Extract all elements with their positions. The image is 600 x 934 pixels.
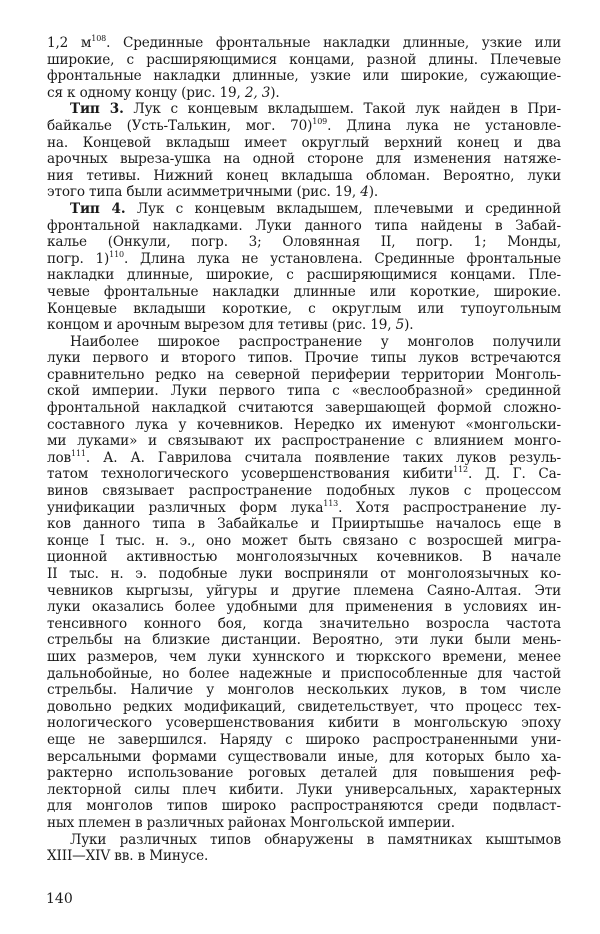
page-number: 140 <box>46 891 73 907</box>
text-line <box>47 433 561 450</box>
text-span: 1,2 м <box>47 35 92 51</box>
text-span: погр. 1) <box>47 250 110 267</box>
text-line <box>47 682 561 699</box>
paragraph <box>47 35 561 101</box>
text-span: ся к одному концу (рис. 19, <box>47 84 245 101</box>
text-line <box>47 135 561 152</box>
text-span: Концевые вкладыши короткие, с округлым или тупоугольным <box>47 300 561 317</box>
text-line <box>47 583 561 600</box>
text-line <box>47 218 561 235</box>
text-line <box>47 715 561 732</box>
page-body-text <box>47 35 561 865</box>
text-span: составного лука у кочевников. Нередко их именуют «монгольски- <box>47 416 561 433</box>
text-line <box>47 533 561 550</box>
text-line <box>47 666 561 683</box>
text-span: фронтальной накладкой считаются завершающей формой сложно- <box>47 400 561 417</box>
text-span: . Хотя распространение лу- <box>338 499 561 516</box>
text-span: ). <box>404 317 414 334</box>
text-line <box>47 699 561 716</box>
text-line <box>47 52 561 69</box>
text-span: лов <box>47 449 72 466</box>
text-span: этого типа были асимметричными (рис. 19, <box>47 184 361 201</box>
footnote-ref: 109 <box>312 116 328 126</box>
text-span: Лук с концевым вкладышем. Такой лук найден в При- <box>123 101 561 118</box>
text-span: ных племен в различных районах Монгольской империи. <box>47 814 455 831</box>
text-line <box>47 367 561 384</box>
text-line <box>47 815 561 832</box>
paragraph <box>47 334 561 832</box>
text-span: для монголов типов широко распространяются среди подвласт- <box>47 798 561 815</box>
text-span: калье (Онкули, погр. 3; Оловянная II, погр. 1; Монды, <box>47 234 561 251</box>
text-line <box>47 516 561 533</box>
text-span: ния тетивы. Нижний конец вкладыша обломан. Вероятно, луки <box>47 167 561 184</box>
text-line <box>47 35 561 52</box>
text-span: . Длина лука не установле- <box>327 117 561 134</box>
figure-ref: 2, 3 <box>244 84 271 101</box>
text-span: . Д. Г. Са- <box>467 466 561 483</box>
text-line <box>47 334 561 351</box>
text-line <box>47 383 561 400</box>
text-line <box>47 782 561 799</box>
text-span: фронтальные накладки длинные, узкие или широкие, сужающие- <box>47 68 561 85</box>
text-span: рактерно использование роговых деталей для повышения реф- <box>47 765 561 782</box>
text-line <box>47 201 561 218</box>
text-span: II тыс. н. э. подобные луки восприняли от монголоязычных ко- <box>47 566 561 582</box>
figure-ref: 4 <box>360 184 369 201</box>
text-line <box>47 234 561 251</box>
text-line <box>47 251 561 268</box>
text-span: винов связывает распространение подобных луков с процессом <box>47 483 561 500</box>
text-span: ших размеров, чем луки хуннского и тюркского времени, менее <box>47 648 561 665</box>
text-line <box>47 301 561 318</box>
text-line <box>47 566 561 583</box>
text-span: ской империи. Луки первого типа с «веслообразной» срединной <box>47 383 561 400</box>
text-line <box>47 168 561 185</box>
text-span: луки первого и второго типов. Прочие типы луков встречаются <box>47 350 561 367</box>
text-line <box>47 549 561 566</box>
text-line <box>47 284 561 301</box>
footnote-ref: 111 <box>71 448 86 458</box>
text-span: XIII—XIV вв. в Минусе. <box>47 848 209 865</box>
text-span: нологического усовершенствования кибити в монгольскую эпоху <box>47 715 561 732</box>
text-span: чевников кыргызы, уйгуры и другие племена Саяно-Алтая. Эти <box>47 582 561 599</box>
text-line <box>47 466 561 483</box>
footnote-ref: 110 <box>109 249 124 259</box>
text-line <box>47 798 561 815</box>
text-line <box>47 832 561 849</box>
text-span: луки оказались более удобными для применения в условиях ин- <box>47 599 561 616</box>
text-span: стрельбы на близкие дистанции. Вероятно, эти луки были мень- <box>47 632 561 649</box>
footnote-ref: 108 <box>91 34 107 43</box>
text-span: лекторной силы плеч кибити. Луки универсальных, характерных <box>47 781 561 798</box>
text-span: широкие, с расширяющимися концами, разной длины. Плечевые <box>47 51 561 68</box>
paragraph <box>47 832 561 865</box>
text-line <box>47 151 561 168</box>
text-span: . Срединные фронтальные накладки длинные, узкие или <box>106 35 561 51</box>
footnote-ref: 113 <box>323 498 339 508</box>
text-line <box>47 848 561 865</box>
text-line <box>47 450 561 467</box>
text-span: на. Концевой вкладыш имеет округлый верхний конец и два <box>47 134 561 151</box>
text-line <box>47 101 561 118</box>
text-line <box>47 417 561 434</box>
text-span: чевые фронтальные накладки длинные или короткие, широкие. <box>47 283 561 300</box>
paragraph <box>47 201 561 334</box>
text-span: ционной активностью монголоязычных кочевников. В начале <box>47 549 561 566</box>
text-line <box>47 749 561 766</box>
text-span: татом технологического усовершенствования кибити <box>47 466 454 483</box>
text-span: конце I тыс. н. э., оно может быть связано с возросшей мигра- <box>47 532 561 549</box>
text-span: дальнобойные, но более надежные и приспособленные для частой <box>47 665 561 682</box>
text-line <box>47 649 561 666</box>
text-span: арочных выреза-ушка на одной стороне для изменения натяже- <box>47 151 561 168</box>
text-line <box>47 350 561 367</box>
text-line <box>47 68 561 85</box>
text-span: . А. А. Гаврилова считала появление таких луков резуль- <box>85 449 561 466</box>
text-span: версальными формами существовали иные, для которых было ха- <box>47 748 561 765</box>
text-line <box>47 118 561 135</box>
figure-ref: 5 <box>395 317 405 334</box>
text-span: Луки различных типов обнаружены в памятниках кыштымов <box>70 831 561 848</box>
text-span: концом и арочным вырезом для тетивы (рис. 19, <box>47 317 396 334</box>
text-span: ми луками» и связывают их распространение с влиянием монго- <box>47 433 561 450</box>
text-span: ков данного типа в Забайкалье и Прииртышье началось еще в <box>47 516 561 533</box>
text-span: еще не завершился. Наряду с широко распространенными уни- <box>47 731 561 748</box>
text-span: . Длина лука не установлена. Срединные фронтальные <box>123 250 561 267</box>
text-line <box>47 267 561 284</box>
text-span: стрельбы. Наличие у монголов нескольких луков, в том числе <box>47 682 561 699</box>
text-span: довольно редких модификаций, свидетельствует, что процесс тех- <box>47 698 561 715</box>
text-line <box>47 184 561 201</box>
text-line <box>47 616 561 633</box>
text-line <box>47 765 561 782</box>
text-line <box>47 732 561 749</box>
text-span: накладки длинные, широкие, с расширяющимися концами. Пле- <box>47 267 561 284</box>
text-line <box>47 632 561 649</box>
footnote-ref: 112 <box>453 465 468 475</box>
text-span: унификации различных форм лука <box>47 499 324 516</box>
text-span: ). <box>368 184 379 201</box>
type-heading: Тип 3. <box>70 101 124 118</box>
text-span: байкалье (Усть-Талькин, мог. 70) <box>47 117 313 134</box>
text-span: тенсивного конного боя, когда значительно возросла частота <box>47 615 561 632</box>
text-span: ). <box>270 84 280 101</box>
text-line <box>47 599 561 616</box>
text-span: Наиболее широкое распространение у монголов получили <box>70 333 561 350</box>
text-span: сравнительно редко на северной периферии территории Монголь- <box>47 366 561 383</box>
text-line <box>47 483 561 500</box>
type-heading: Тип 4. <box>70 200 126 217</box>
text-span: фронтальной накладками. Луки данного типа найдены в Забай- <box>47 217 561 234</box>
paragraph <box>47 101 561 201</box>
text-line <box>47 400 561 417</box>
text-span: Лук с концевым вкладышем, плечевыми и срединной <box>125 200 561 217</box>
text-line <box>47 500 561 517</box>
text-line <box>47 317 561 334</box>
text-line <box>47 85 561 102</box>
